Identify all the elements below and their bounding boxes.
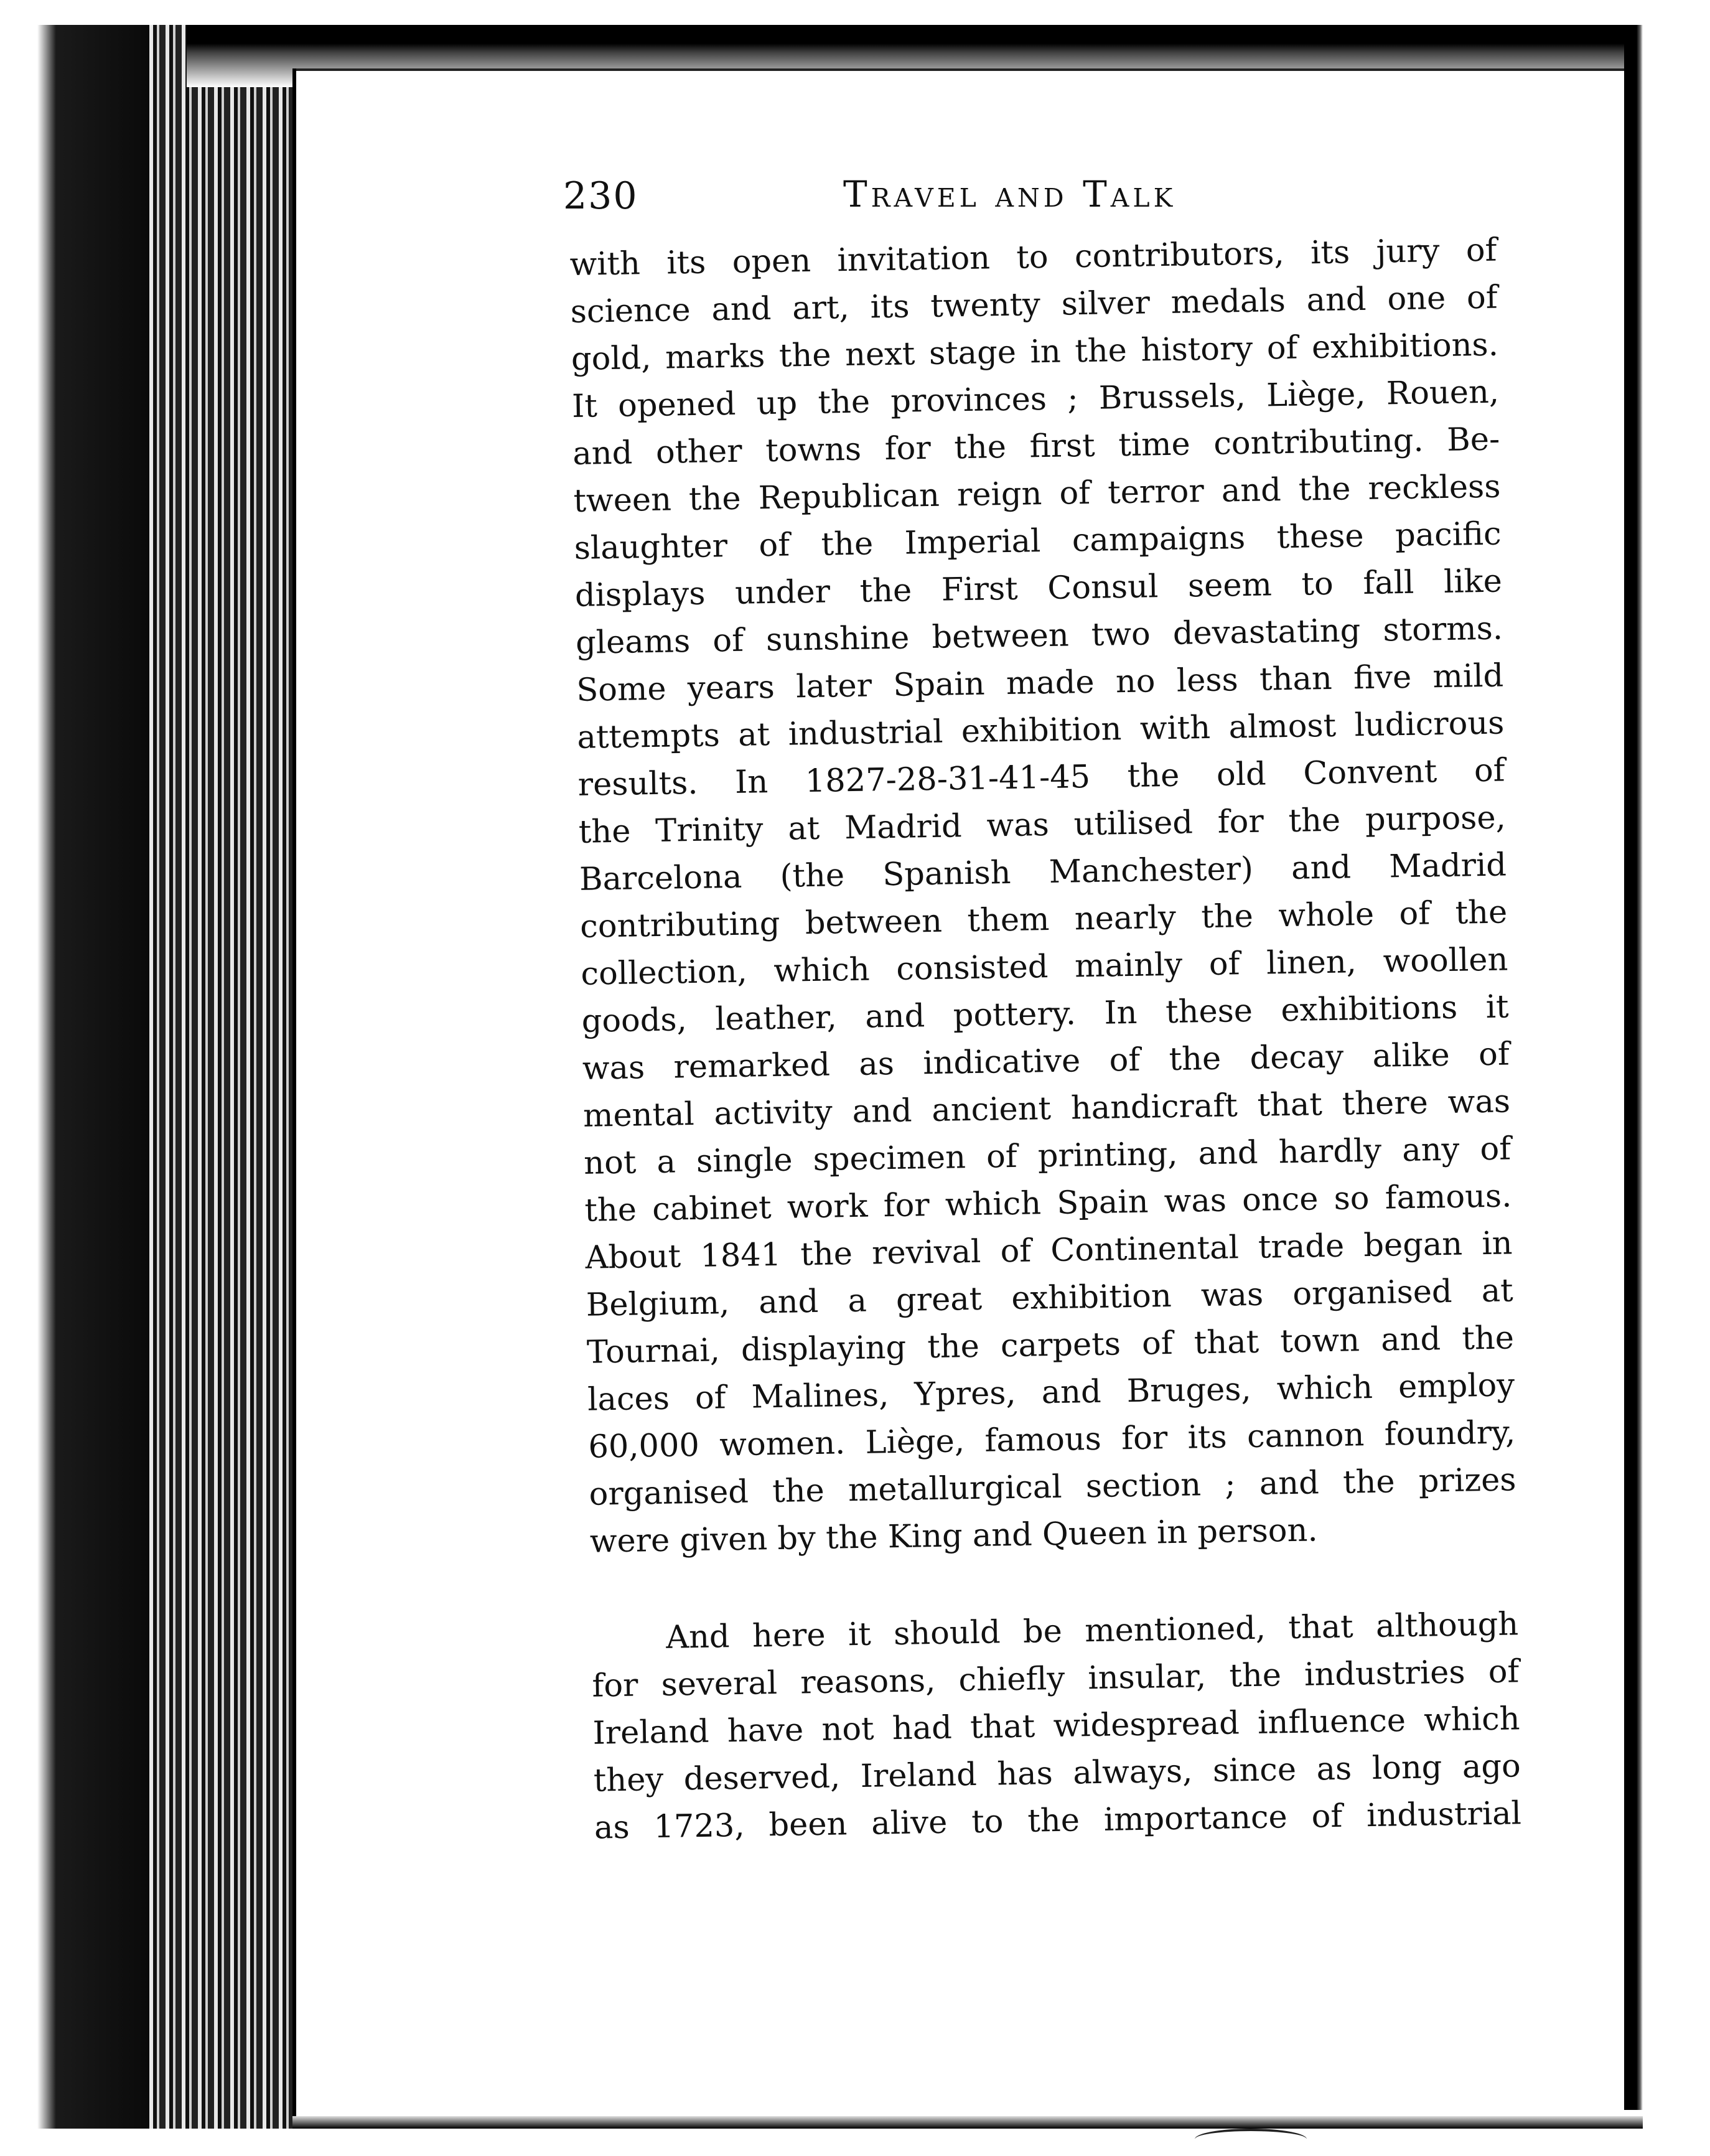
text-line: tween the Republican reign of terror and the reckless: [573, 468, 1501, 520]
text-line: were given by the King and Queen in person.: [589, 1512, 1318, 1560]
text-line: And here it should be mentioned, that although: [665, 1606, 1519, 1656]
text-line: attempts at industrial exhibition with almost ludicrous: [577, 705, 1505, 756]
facing-page-edge: [1624, 25, 1643, 2110]
text-line: Belgium, and a great exhibition was organised at: [586, 1272, 1514, 1324]
text-line: slaughter of the Imperial campaigns these pacific: [574, 515, 1502, 567]
text-line: for several reasons, chiefly insular, the industries of: [592, 1653, 1520, 1705]
text-line: they deserved, Ireland has always, since as long ago: [593, 1748, 1521, 1799]
text-line: not a single specimen of printing, and hardly any of: [583, 1130, 1511, 1182]
text-line: and other towns for the first time contributing. Be-: [572, 421, 1500, 472]
text-line: 60,000 women. Liège, famous for its cannon foundry,: [587, 1414, 1516, 1466]
text-line: was remarked as indicative of the decay alike of: [582, 1036, 1510, 1087]
text-line: the Trinity at Madrid was utilised for the purpose,: [578, 799, 1507, 851]
text-line: gold, marks the next stage in the history of exhibitions.: [571, 326, 1499, 378]
text-line: the cabinet work for which Spain was once so famous.: [584, 1178, 1512, 1229]
text-line: with its open invitation to contributors, its jury of: [569, 232, 1497, 283]
text-line: science and art, its twenty silver medals and one of: [570, 279, 1498, 330]
text-line: It opened up the provinces ; Brussels, Liège, Rouen,: [571, 373, 1500, 425]
paragraph-1: [569, 227, 1517, 1566]
scan-artifact: [1195, 2129, 1307, 2150]
text-line: results. In 1827-28-31-41-45 the old Convent of: [577, 752, 1505, 804]
text-line: displays under the First Consul seem to fall like: [574, 563, 1503, 614]
text-line: as 1723, been alive to the importance of industrial: [594, 1795, 1522, 1847]
page-bottom-edge: [292, 2116, 1643, 2129]
text-line: gleams of sunshine between two devastating storms.: [575, 610, 1503, 662]
text-line: About 1841 the revival of Continental trade began in: [585, 1225, 1513, 1277]
text-line: Ireland have not had that widespread influence which: [592, 1700, 1520, 1752]
paragraph-2: [591, 1601, 1522, 1852]
text-line: laces of Malines, Ypres, and Bruges, which employ: [587, 1367, 1515, 1418]
text-line: collection, which consisted mainly of linen, woollen: [581, 941, 1508, 993]
text-line: mental activity and ancient handicraft that there was: [582, 1083, 1511, 1135]
text-line: Some years later Spain made no less than five mild: [576, 657, 1504, 709]
body-text: [569, 227, 1521, 1852]
page-stack-edges: [149, 25, 292, 2129]
text-line: goods, leather, and pottery. In these exhibitions it: [581, 988, 1509, 1040]
page-number: 230: [563, 174, 638, 218]
text-line: contributing between them nearly the whole of the: [579, 894, 1508, 945]
text-line: Tournai, displaying the carpets of that town and the: [586, 1319, 1515, 1371]
text-line: organised the metallurgical section ; and the prizes: [589, 1461, 1516, 1513]
text-line: Barcelona (the Spanish Manchester) and Madrid: [579, 846, 1507, 898]
running-head: Travel and Talk: [843, 173, 1177, 215]
